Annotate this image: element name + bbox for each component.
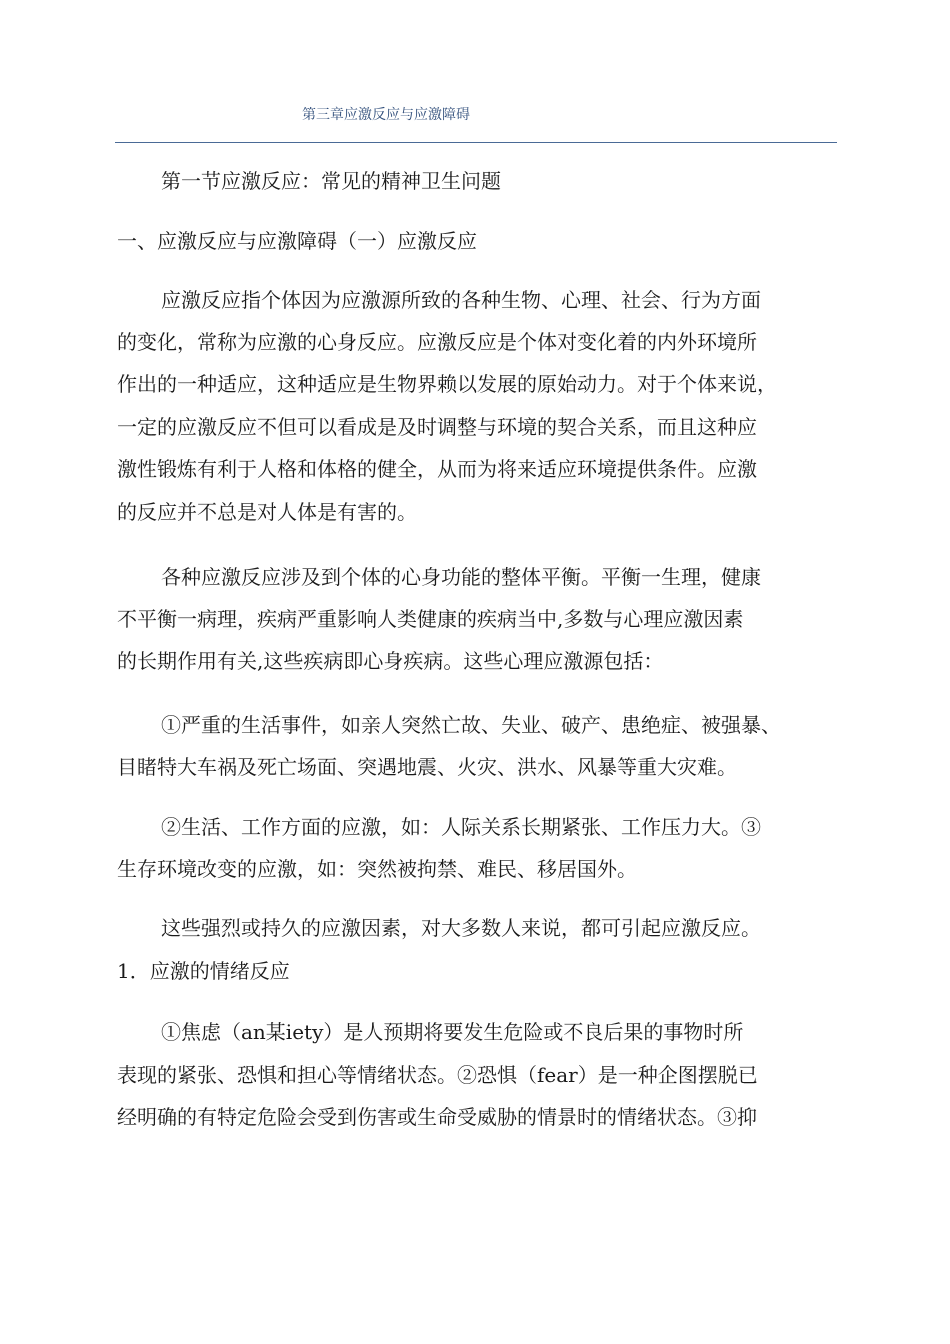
- paragraph-line: 一定的应激反应不但可以看成是及时调整与环境的契合关系，而且这种应: [117, 415, 757, 439]
- paragraph-line: 应激反应指个体因为应激源所致的各种生物、心理、社会、行为方面: [161, 288, 761, 312]
- paragraph-line: 不平衡一病理，疾病严重影响人类健康的疾病当中,多数与心理应激因素: [117, 607, 744, 631]
- paragraph-line: 经明确的有特定危险会受到伤害或生命受威胁的情景时的情绪状态。③抑: [117, 1105, 757, 1129]
- paragraph-line: ①焦虑（an某iety）是人预期将要发生危险或不良后果的事物时所: [161, 1020, 744, 1044]
- paragraph-line: 作出的一种适应，这种适应是生物界赖以发展的原始动力。对于个体来说，: [117, 372, 777, 396]
- paragraph-line: 这些强烈或持久的应激因素，对大多数人来说，都可引起应激反应。: [161, 916, 761, 940]
- paragraph-line: 表现的紧张、恐惧和担心等情绪状态。②恐惧（fear）是一种企图摆脱已: [117, 1063, 758, 1087]
- header-divider: [115, 142, 837, 143]
- paragraph-line: 的长期作用有关,这些疾病即心身疾病。这些心理应激源包括：: [117, 649, 664, 673]
- section-title: 第一节应激反应：常见的精神卫生问题: [161, 169, 501, 193]
- numbered-heading: 1．应激的情绪反应: [117, 959, 290, 983]
- paragraph-line: 目睹特大车祸及死亡场面、突遇地震、火灾、洪水、风暴等重大灾难。: [117, 755, 737, 779]
- page-header-title: 第三章应激反应与应激障碍: [302, 107, 470, 123]
- paragraph-line: ②生活、工作方面的应激，如：人际关系长期紧张、工作压力大。③: [161, 815, 761, 839]
- paragraph-line: 的反应并不总是对人体是有害的。: [117, 500, 417, 524]
- paragraph-line: ①严重的生活事件，如亲人突然亡故、失业、破产、患绝症、被强暴、: [161, 713, 781, 737]
- paragraph-line: 激性锻炼有利于人格和体格的健全，从而为将来适应环境提供条件。应激: [117, 457, 757, 481]
- paragraph-line: 的变化，常称为应激的心身反应。应激反应是个体对变化着的内外环境所: [117, 330, 757, 354]
- paragraph-line: 各种应激反应涉及到个体的心身功能的整体平衡。平衡一生理，健康: [161, 565, 761, 589]
- subsection-title: 一、应激反应与应激障碍（一）应激反应: [117, 229, 477, 253]
- paragraph-line: 生存环境改变的应激，如：突然被拘禁、难民、移居国外。: [117, 857, 637, 881]
